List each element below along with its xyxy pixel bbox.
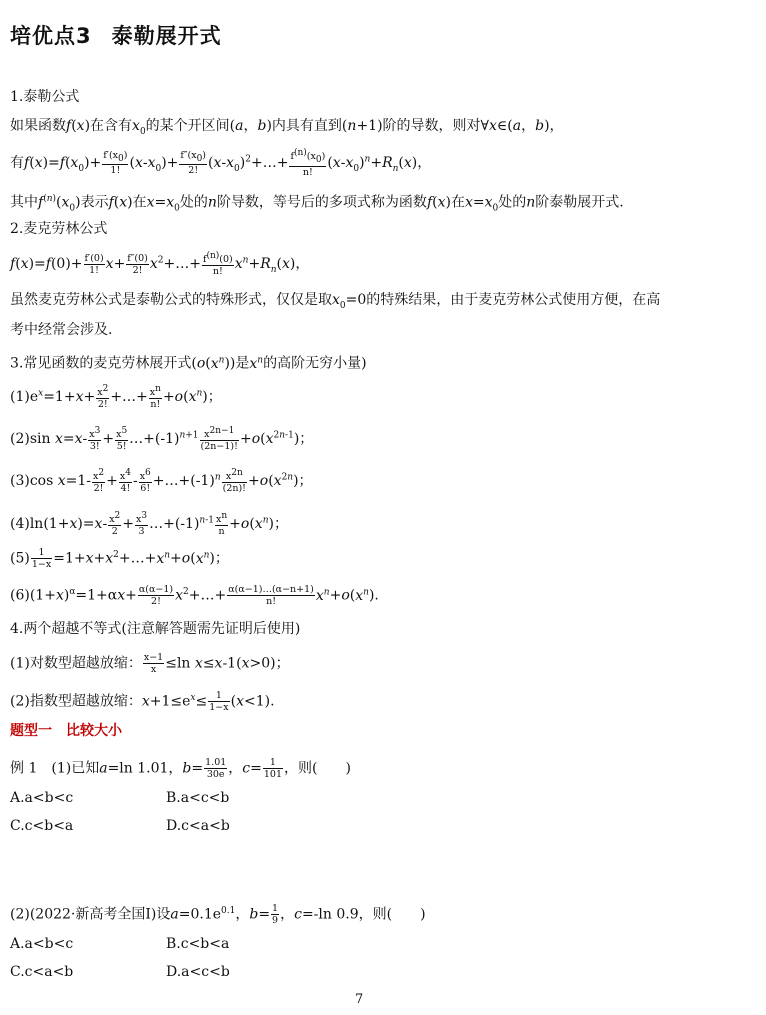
ex1-option-d: D.c<a<b (166, 818, 230, 834)
section-4-heading: 4.两个超越不等式(注意解答题需先证明后使用) (10, 621, 301, 637)
type-1-heading: 题型一 比较大小 (10, 723, 122, 739)
page-number: 7 (355, 992, 364, 1007)
ex2-option-d: D.a<c<b (166, 964, 230, 980)
taylor-condition: 如果函数f(x)在含有$x_0$的某个开区间(a，b)内具有直到(n+1)阶的导数，则对∀x∈(a，b)， (10, 118, 564, 137)
example-2-question: (2)(2022·新高考全国Ⅰ)设$a=0.1e^{0.1}$，b= $\frac{1}{9}$ ，c=-ln 0.9，则( ) (10, 903, 426, 927)
section-1-heading: 1.泰勒公式 (10, 89, 80, 105)
title-label: 培优点3 (10, 24, 92, 48)
ex2-option-a: A.a<b<c (10, 936, 74, 952)
ex1-option-a: A.a<b<c (10, 790, 74, 806)
title-text: 泰勒展开式 (111, 24, 222, 48)
log-inequality: (1)对数型超越放缩： $\frac{x-1}{x}$ ≤ln x≤x-1(x>0)； (10, 652, 290, 675)
expansion-cos: (3)cos x=1- $\frac{x^2}{2!}$ + $\frac{x^4}{4!}$ - $\frac{x^6}{6!}$ $+\dots+(-1)^n$ $\frac{x^{2n}}{(2n)!}$ $+o(x^{2n})$； (10, 468, 313, 495)
ex2-option-b: B.c<b<a (166, 936, 230, 952)
expansion-geometric: (5) $\frac{1}{1-x}$ $=1+x+x^2+\dots+x^n+o(x^n)$； (10, 547, 229, 571)
expansion-exp: $(1)e^x=1+x+$ $\frac{x^2}{2!}$ +…+ $\frac{x^n}{n!}$ $+o(x^n)$； (10, 384, 222, 411)
maclaurin-note-2: 考中经常会涉及. (10, 322, 113, 338)
maclaurin-note-1: 虽然麦克劳林公式是泰勒公式的特殊形式，仅仅是取$x_0=0$的特殊结果，由于麦克劳林公式使用方便，在高 (10, 292, 661, 311)
expansion-binomial: $(6)(1+x)^\alpha=1+\alpha x+$ $\frac{\alpha(\alpha-1)}{2!}$ $x^2+\dots+$ $\frac{\alpha(\alpha-1)\dots(\alpha-n+1)}{n!}$ $x^n+o(x^n)$. (10, 584, 379, 608)
maclaurin-formula: f(x)=f(0)+ $\frac{f'(0)}{1!}$ x+ $\frac{f''(0)}{2!}$ $x^2+\dots+$ $\frac{f^{(n)}(0)}{n!}$ $x^n+R_n(x)$， (10, 251, 310, 278)
example-1-question: 例 1 (1)已知a=ln 1.01，b= $\frac{1.01}{30e}$ ，c= $\frac{1}{101}$ ，则( ) (10, 757, 351, 780)
expansion-sin: (2)sin x=x- $\frac{x^3}{3!}$ + $\frac{x^5}{5!}$ $\dots+(-1)^{n+1}$ $\frac{x^{2n-1}}{(2n-1)!}$ $+o(x^{2n-1})$； (10, 426, 314, 453)
section-3-heading: 3.常见函数的麦克劳林展开式$(o(x^n))$是$x^n$的高阶无穷小量) (10, 355, 367, 372)
ex2-option-c: C.c<a<b (10, 964, 74, 980)
ex1-option-c: C.c<b<a (10, 818, 74, 834)
expansion-ln: (4)ln(1+x)=x- $\frac{x^2}{2}$ + $\frac{x^3}{3}$ $\dots+(-1)^{n-1}$ $\frac{x^n}{n}$ $+o(x^n)$； (10, 511, 288, 538)
section-2-heading: 2.麦克劳林公式 (10, 221, 108, 237)
exp-inequality: (2)指数型超越放缩：$x+1\le e^x\le$ $\frac{1}{1-x}$ (x<1). (10, 690, 275, 714)
ex1-option-b: B.a<c<b (166, 790, 230, 806)
page-title (10, 20, 222, 50)
taylor-formula: 有$f(x)=f(x_0)+$ $\frac{f'(x_0)}{1!}$ $(x-x_0)+$ $\frac{f''(x_0)}{2!}$ $(x-x_0)^2+\dots+$ $\frac{f^{(n)}(x_0)}{n!}$ $(x-x_0)^n+R_n(x)$， (10, 148, 432, 179)
taylor-explanation: 其中$f^{(n)}(x_0)$表示f(x)在$x=x_0$处的n阶导数，等号后的多项式称为函数f(x)在$x=x_0$处的n阶泰勒展开式. (10, 194, 624, 214)
